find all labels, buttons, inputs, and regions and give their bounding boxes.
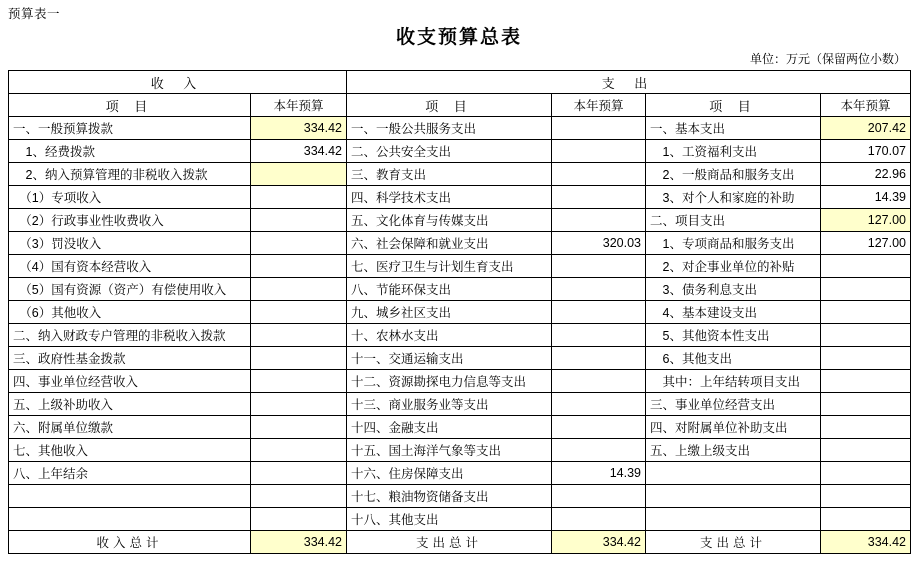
expense-econ-item: 其中：上年结转项目支出 <box>646 370 821 393</box>
expense-econ-value <box>821 462 911 485</box>
income-item: 一、一般预算拨款 <box>9 117 251 140</box>
expense-econ-item: 5、其他资本性支出 <box>646 324 821 347</box>
income-value <box>251 232 347 255</box>
expense-econ-value: 170.07 <box>821 140 911 163</box>
expense-econ-value <box>821 416 911 439</box>
income-value <box>251 278 347 301</box>
expense-func-value: 320.03 <box>552 232 646 255</box>
expense-func-item: 七、医疗卫生与计划生育支出 <box>347 255 552 278</box>
income-value <box>251 301 347 324</box>
unit-note: 单位：万元（保留两位小数） <box>749 52 906 66</box>
expense-func-value <box>552 255 646 278</box>
expense-econ-total-value: 334.42 <box>821 531 911 554</box>
expense-func-value <box>552 485 646 508</box>
income-value <box>251 393 347 416</box>
income-value <box>251 163 347 186</box>
expense-econ-value <box>821 508 911 531</box>
income-item: 七、其他收入 <box>9 439 251 462</box>
income-item: （2）行政事业性收费收入 <box>9 209 251 232</box>
table-row <box>9 370 911 393</box>
table-row <box>9 163 911 186</box>
expense-func-value <box>552 209 646 232</box>
expense-func-item: 五、文化体育与传媒支出 <box>347 209 552 232</box>
expense-econ-value <box>821 485 911 508</box>
budget-table-body <box>9 71 911 554</box>
expense-econ-item <box>646 462 821 485</box>
table-row <box>9 278 911 301</box>
table-row <box>9 186 911 209</box>
income-value: 334.42 <box>251 117 347 140</box>
expense-func-item: 六、社会保障和就业支出 <box>347 232 552 255</box>
expense-func-total-label: 支出总计 <box>347 531 552 554</box>
table-column-header-row <box>9 94 911 117</box>
expense-econ-item <box>646 508 821 531</box>
expense-econ-value: 127.00 <box>821 209 911 232</box>
expense-func-item: 三、教育支出 <box>347 163 552 186</box>
table-row <box>9 439 911 462</box>
income-total-value: 334.42 <box>251 531 347 554</box>
income-item <box>9 508 251 531</box>
income-value <box>251 462 347 485</box>
expense-econ-value <box>821 393 911 416</box>
income-item-header: 项 目 <box>9 94 251 117</box>
expense-func-item: 十一、交通运输支出 <box>347 347 552 370</box>
income-item: 1、经费拨款 <box>9 140 251 163</box>
expense-econ-value <box>821 324 911 347</box>
income-item: 2、纳入预算管理的非税收入拨款 <box>9 163 251 186</box>
expense-econ-value <box>821 278 911 301</box>
table-total-row <box>9 531 911 554</box>
budget-table <box>8 70 911 554</box>
expense-econ-item: 2、一般商品和服务支出 <box>646 163 821 186</box>
page-title: 收支预算总表 <box>395 27 522 48</box>
expense-func-item: 二、公共安全支出 <box>347 140 552 163</box>
expense-econ-value: 14.39 <box>821 186 911 209</box>
income-item <box>9 485 251 508</box>
expense-econ-item: 1、工资福利支出 <box>646 140 821 163</box>
table-row <box>9 416 911 439</box>
expense-econ-item: 一、基本支出 <box>646 117 821 140</box>
income-value <box>251 209 347 232</box>
expense-econ-total-label: 支出总计 <box>646 531 821 554</box>
expense-func-item: 十四、金融支出 <box>347 416 552 439</box>
income-value <box>251 324 347 347</box>
expense-func-item: 四、科学技术支出 <box>347 186 552 209</box>
expense-func-value <box>552 163 646 186</box>
expense-func-item: 十二、资源勘探电力信息等支出 <box>347 370 552 393</box>
income-value <box>251 186 347 209</box>
table-row <box>9 393 911 416</box>
expense-func-item: 一、一般公共服务支出 <box>347 117 552 140</box>
table-row <box>9 347 911 370</box>
table-row <box>9 140 911 163</box>
expense-group-header: 支 出 <box>347 71 911 94</box>
expense-func-item: 八、节能环保支出 <box>347 278 552 301</box>
income-item: 三、政府性基金拨款 <box>9 347 251 370</box>
table-row <box>9 301 911 324</box>
expense-func-value <box>552 140 646 163</box>
expense-econ-value: 22.96 <box>821 163 911 186</box>
expense-econ-budget-header: 本年预算 <box>821 94 911 117</box>
expense-func-item: 十、农林水支出 <box>347 324 552 347</box>
expense-func-value <box>552 117 646 140</box>
expense-func-item: 十五、国土海洋气象等支出 <box>347 439 552 462</box>
expense-func-item: 九、城乡社区支出 <box>347 301 552 324</box>
expense-econ-item: 3、对个人和家庭的补助 <box>646 186 821 209</box>
expense-func-value <box>552 439 646 462</box>
table-row <box>9 462 911 485</box>
expense-func-value: 14.39 <box>552 462 646 485</box>
expense-func-value <box>552 186 646 209</box>
income-value <box>251 347 347 370</box>
expense-econ-item: 三、事业单位经营支出 <box>646 393 821 416</box>
table-row <box>9 255 911 278</box>
document-label: 预算表一 <box>8 7 61 21</box>
expense-func-value <box>552 301 646 324</box>
expense-func-value <box>552 324 646 347</box>
income-budget-header: 本年预算 <box>251 94 347 117</box>
expense-func-item-header: 项 目 <box>347 94 552 117</box>
expense-econ-value: 207.42 <box>821 117 911 140</box>
income-item: （3）罚没收入 <box>9 232 251 255</box>
expense-func-value <box>552 370 646 393</box>
income-value <box>251 416 347 439</box>
expense-func-item: 十七、粮油物资储备支出 <box>347 485 552 508</box>
income-value <box>251 439 347 462</box>
income-item: 四、事业单位经营收入 <box>9 370 251 393</box>
expense-func-total-value: 334.42 <box>552 531 646 554</box>
expense-func-item: 十三、商业服务业等支出 <box>347 393 552 416</box>
expense-econ-item: 6、其他支出 <box>646 347 821 370</box>
expense-econ-value <box>821 255 911 278</box>
table-row <box>9 324 911 347</box>
income-item: （4）国有资本经营收入 <box>9 255 251 278</box>
expense-econ-item: 四、对附属单位补助支出 <box>646 416 821 439</box>
income-value <box>251 485 347 508</box>
income-item: （1）专项收入 <box>9 186 251 209</box>
table-group-header-row <box>9 71 911 94</box>
income-item: （5）国有资源（资产）有偿使用收入 <box>9 278 251 301</box>
expense-econ-item-header: 项 目 <box>646 94 821 117</box>
expense-func-value <box>552 508 646 531</box>
expense-func-budget-header: 本年预算 <box>552 94 646 117</box>
income-value <box>251 508 347 531</box>
income-item: 八、上年结余 <box>9 462 251 485</box>
expense-func-value <box>552 393 646 416</box>
expense-econ-value <box>821 370 911 393</box>
table-row <box>9 232 911 255</box>
expense-econ-item: 1、专项商品和服务支出 <box>646 232 821 255</box>
expense-func-value <box>552 278 646 301</box>
income-total-label: 收入总计 <box>9 531 251 554</box>
table-row <box>9 117 911 140</box>
expense-func-item: 十八、其他支出 <box>347 508 552 531</box>
expense-econ-item: 4、基本建设支出 <box>646 301 821 324</box>
expense-econ-value <box>821 301 911 324</box>
income-item: 六、附属单位缴款 <box>9 416 251 439</box>
expense-econ-item: 2、对企事业单位的补贴 <box>646 255 821 278</box>
expense-econ-value <box>821 439 911 462</box>
income-value <box>251 255 347 278</box>
table-row <box>9 485 911 508</box>
income-value <box>251 370 347 393</box>
expense-econ-item: 二、项目支出 <box>646 209 821 232</box>
table-row <box>9 508 911 531</box>
income-value: 334.42 <box>251 140 347 163</box>
expense-func-value <box>552 416 646 439</box>
expense-econ-item: 3、债务利息支出 <box>646 278 821 301</box>
expense-func-item: 十六、住房保障支出 <box>347 462 552 485</box>
expense-econ-item <box>646 485 821 508</box>
expense-econ-item: 五、上缴上级支出 <box>646 439 821 462</box>
table-row <box>9 209 911 232</box>
income-group-header: 收 入 <box>9 71 347 94</box>
income-item: 二、纳入财政专户管理的非税收入拨款 <box>9 324 251 347</box>
expense-econ-value <box>821 347 911 370</box>
income-item: 五、上级补助收入 <box>9 393 251 416</box>
expense-func-value <box>552 347 646 370</box>
income-item: （6）其他收入 <box>9 301 251 324</box>
expense-econ-value: 127.00 <box>821 232 911 255</box>
